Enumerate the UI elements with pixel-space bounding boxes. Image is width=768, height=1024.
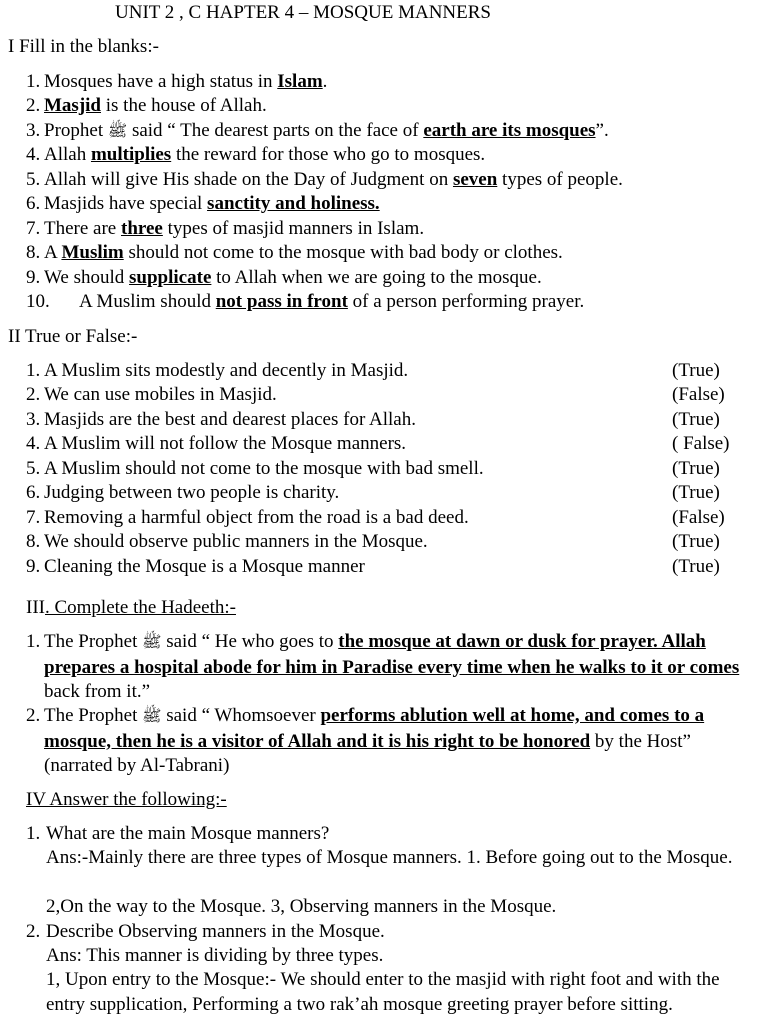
blank-text: Allah [44, 144, 91, 165]
tf-item-number: 3. [26, 409, 41, 430]
hadeeth-2-pre: The Prophet [44, 705, 143, 726]
blank-item-number: 3. [26, 120, 41, 141]
tf-item-number: 6. [26, 482, 41, 503]
blank-answer: earth are its mosques [423, 120, 596, 141]
section-1-heading: I Fill in the blanks:- [8, 36, 159, 57]
tf-item-number: 4. [26, 433, 41, 454]
pbuh-glyph: ﷺ [142, 708, 162, 725]
hadeeth-2-pre2: said “ Whomsoever [161, 705, 321, 726]
blank-item [79, 290, 584, 314]
tf-item-number: 9. [26, 556, 41, 577]
tf-answer: (True) [672, 458, 720, 479]
tf-answer: ( False) [672, 433, 730, 454]
tf-statement: A Muslim should not come to the mosque with bad smell. [44, 458, 484, 479]
blank-item [44, 192, 380, 216]
blank-item-number: 7. [26, 218, 41, 239]
blank-text: A [44, 242, 62, 263]
blank-item-number: 2. [26, 95, 41, 116]
tf-answer: (True) [672, 482, 720, 503]
tf-item-number: 7. [26, 507, 41, 528]
blank-answer: supplicate [129, 267, 212, 288]
tf-answer: (True) [672, 531, 720, 552]
tf-statement: Judging between two people is charity. [44, 482, 340, 503]
blank-text: Masjids have special [44, 193, 208, 214]
section-4-heading: IV Answer the following:- [26, 789, 227, 810]
blank-item [44, 119, 609, 144]
blank-text: A Muslim should [79, 291, 216, 312]
question-2-answer: Ans: This manner is dividing by three types. [46, 945, 384, 966]
hadeeth-1-pre: The Prophet [44, 631, 143, 652]
blank-text: said “ The dearest parts on the face of [127, 120, 424, 141]
hadeeth-1-pre2: said “ He who goes to [161, 631, 339, 652]
tf-statement: Masjids are the best and dearest places for Allah. [44, 409, 416, 430]
blank-text: should not come to the mosque with bad body or clothes. [123, 242, 563, 263]
blank-answer: Muslim [61, 242, 124, 263]
blank-item-number: 9. [26, 267, 41, 288]
question-2-number: 2. [26, 921, 41, 942]
blank-answer: seven [452, 169, 498, 190]
tf-answer: (True) [672, 409, 720, 430]
tf-item-number: 8. [26, 531, 41, 552]
section-3-heading-prefix: III [26, 597, 45, 618]
blank-text: Prophet [44, 120, 108, 141]
blank-item [44, 241, 563, 265]
blank-text: Mosques have a high status in [44, 71, 278, 92]
blank-item [44, 168, 623, 192]
blank-text: is the house of Allah. [101, 95, 267, 116]
blank-text: to Allah when we are going to the mosque. [211, 267, 542, 288]
hadeeth-2-number: 2. [26, 705, 41, 726]
tf-answer: (False) [672, 384, 725, 405]
tf-item-number: 2. [26, 384, 41, 405]
blank-text: the reward for those who go to mosques. [171, 144, 486, 165]
blank-text: There are [44, 218, 121, 239]
tf-answer: (True) [672, 556, 720, 577]
hadeeth-1-number: 1. [26, 631, 41, 652]
question-1-answer: Ans:-Mainly there are three types of Mosque manners. 1. Before going out to the Mosque. [46, 847, 733, 868]
blank-text: types of people. [497, 169, 623, 190]
blank-answer: multiplies [90, 144, 172, 165]
hadeeth-2-text [44, 704, 758, 779]
blank-answer: not pass in front [215, 291, 348, 312]
page-title: UNIT 2 , C HAPTER 4 – MOSQUE MANNERS [115, 2, 491, 23]
tf-answer: (False) [672, 507, 725, 528]
blank-item-number: 10. [26, 291, 50, 312]
tf-statement: We can use mobiles in Masjid. [44, 384, 277, 405]
blank-text: We should [44, 267, 130, 288]
tf-statement: A Muslim sits modestly and decently in Masjid. [44, 360, 409, 381]
hadeeth-1-post: back from it.” [44, 681, 151, 703]
hadeeth-1-answer: the mosque at dawn or dusk for prayer. Allah prepares a hospital abode for him in Paradise every time when he walks to it or comes [44, 631, 740, 678]
hadeeth-2-answer: performs ablution well at home, and comes to a mosque, then he is a visitor of Allah and it is his right to be honored [44, 705, 705, 752]
hadeeth-2-post: by the Host” (narrated by Al-Tabrani) [44, 730, 691, 777]
section-3-heading-text: . Complete the Hadeeth:- [44, 597, 236, 618]
blank-item-number: 8. [26, 242, 41, 263]
tf-answer: (True) [672, 360, 720, 381]
question-2-text: Describe Observing manners in the Mosque. [46, 921, 385, 942]
pbuh-glyph: ﷺ [107, 123, 128, 140]
blank-text: of a person performing prayer. [347, 291, 585, 312]
blank-text: . [322, 71, 328, 92]
tf-statement: Removing a harmful object from the road is a bad deed. [44, 507, 469, 528]
tf-statement: Cleaning the Mosque is a Mosque manner [44, 556, 365, 577]
blank-answer: Islam [277, 71, 323, 92]
blank-item-number: 5. [26, 169, 41, 190]
tf-statement: A Muslim will not follow the Mosque manners. [44, 433, 407, 454]
hadeeth-1-text [44, 630, 758, 705]
blank-item [44, 94, 267, 118]
blank-answer: Masjid [44, 95, 101, 116]
blank-answer: three [121, 218, 163, 239]
blank-item [44, 266, 542, 290]
question-2-answer-cont: 1, Upon entry to the Mosque:- We should enter to the masjid with right foot and with the entry supplication, Performing a two rak’ah mosque greeting prayer before sitting. [46, 969, 720, 1015]
tf-item-number: 1. [26, 360, 41, 381]
blank-item [44, 143, 485, 167]
blank-item-number: 1. [26, 71, 41, 92]
question-1-text: What are the main Mosque manners? [46, 823, 330, 844]
tf-item-number: 5. [26, 458, 41, 479]
blank-answer: sanctity and holiness. [207, 193, 380, 214]
blank-item [44, 217, 424, 241]
blank-item-number: 6. [26, 193, 41, 214]
section-3-heading [26, 596, 236, 620]
blank-text: Allah will give His shade on the Day of Judgment on [44, 169, 453, 190]
section-2-heading: II True or False:- [8, 326, 138, 347]
pbuh-glyph: ﷺ [142, 634, 162, 651]
blank-text: types of masjid manners in Islam. [162, 218, 425, 239]
blank-item-number: 4. [26, 144, 41, 165]
tf-statement: We should observe public manners in the Mosque. [44, 531, 428, 552]
blank-item [44, 70, 327, 94]
question-1-number: 1. [26, 823, 41, 844]
question-1-answer-cont: 2,On the way to the Mosque. 3, Observing manners in the Mosque. [46, 896, 557, 917]
blank-text: ”. [595, 120, 609, 141]
